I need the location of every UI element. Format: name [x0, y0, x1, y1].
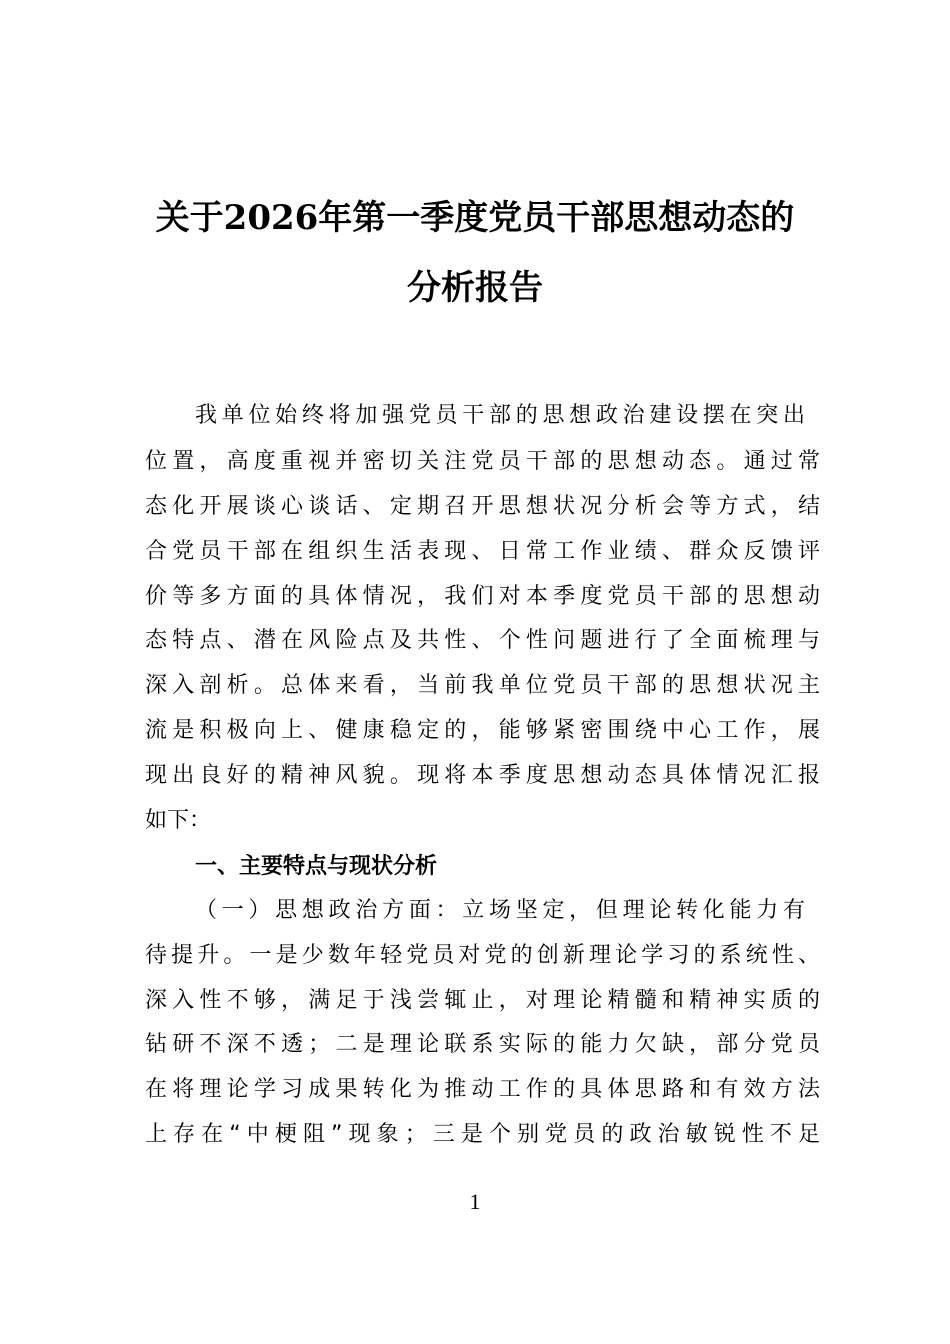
page-number: 1: [469, 1189, 481, 1214]
intro-paragraph-line: 深入剖析。总体来看，当前我单位党员干部的思想状况主: [145, 673, 820, 698]
intro-paragraph-line: 价等多方面的具体情况，我们对本季度党员干部的思想动: [145, 584, 820, 609]
intro-paragraph-line: 流是积极向上、健康稳定的，能够紧密围绕中心工作，展: [145, 718, 820, 743]
subsection-paragraph-line: 在将理论学习成果转化为推动工作的具体思路和有效方法: [145, 1077, 820, 1102]
intro-paragraph-line: 合党员干部在组织生活表现、日常工作业绩、群众反馈评: [145, 539, 820, 564]
section-heading: 一、主要特点与现状分析: [195, 853, 438, 878]
subsection-paragraph-line: 深入性不够，满足于浅尝辄止，对理论精髓和精神实质的: [145, 988, 820, 1013]
intro-paragraph-line: 态化开展谈心谈话、定期召开思想状况分析会等方式，结: [145, 494, 820, 519]
intro-paragraph-line: 现出良好的精神风貌。现将本季度思想动态具体情况汇报: [145, 763, 820, 788]
intro-paragraph-line: 态特点、潜在风险点及共性、个性问题进行了全面梳理与: [145, 628, 820, 653]
subsection-paragraph-line: （一）思想政治方面：立场坚定，但理论转化能力有: [195, 898, 805, 923]
intro-paragraph-line: 如下：: [145, 808, 212, 833]
intro-paragraph-line: 我单位始终将加强党员干部的思想政治建设摆在突出: [195, 403, 805, 428]
subsection-paragraph-line: 待提升。一是少数年轻党员对党的创新理论学习的系统性、: [145, 943, 820, 968]
intro-paragraph-line: 位置，高度重视并密切关注党员干部的思想动态。通过常: [145, 449, 820, 474]
document-title-line-2: 分析报告: [407, 268, 543, 308]
document-title-line-1: 关于2026年第一季度党员干部思想动态的: [155, 198, 795, 238]
subsection-paragraph-line: 上存在“中梗阻”现象；三是个别党员的政治敏锐性不足: [145, 1122, 820, 1147]
subsection-paragraph-line: 钻研不深不透；二是理论联系实际的能力欠缺，部分党员: [145, 1032, 820, 1057]
